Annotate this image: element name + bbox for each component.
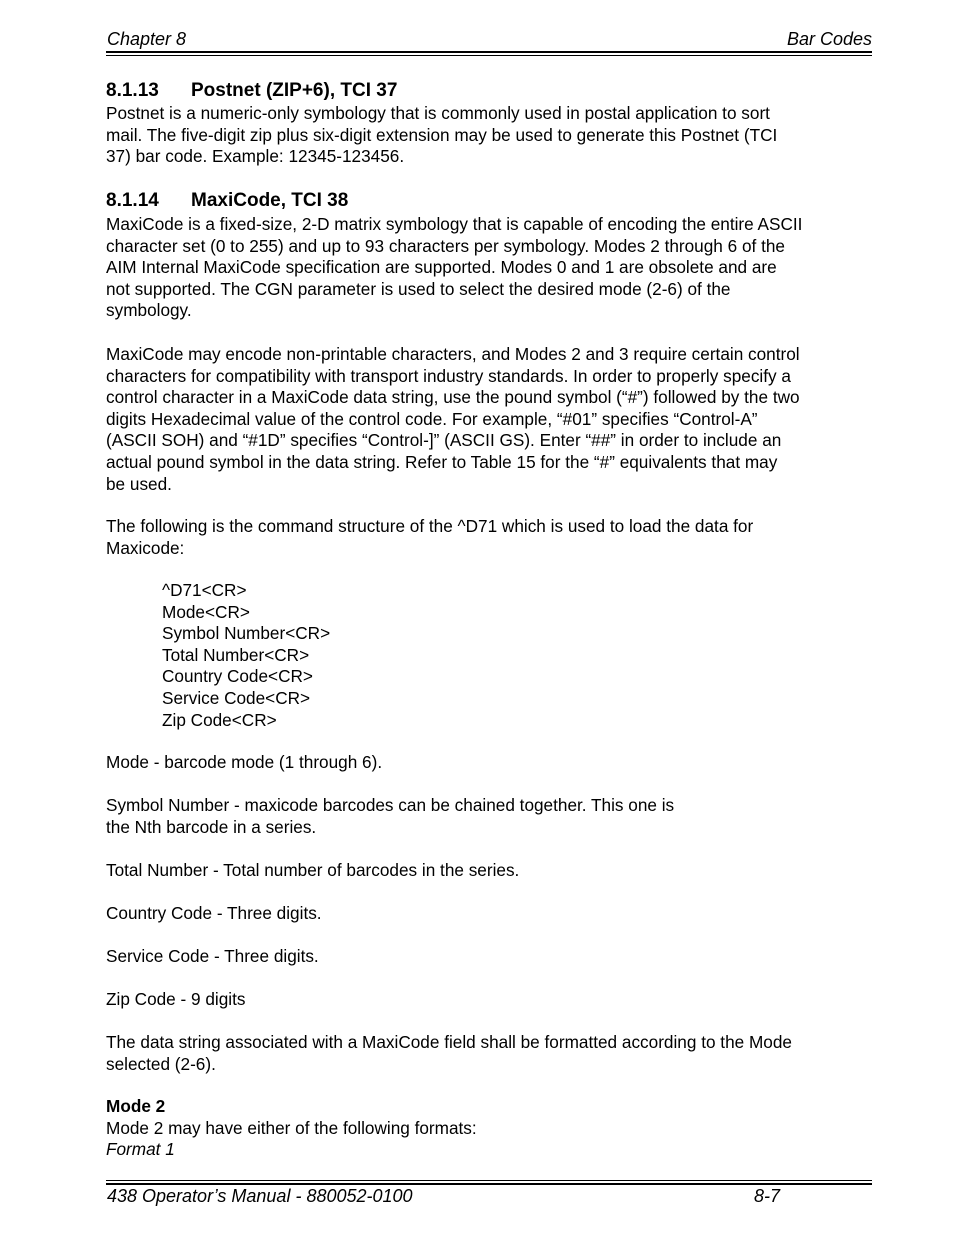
format-1-label: Format 1 <box>106 1139 175 1160</box>
command-line: Mode<CR> <box>162 601 250 622</box>
text-line: characters for compatibility with transport industry standards. In order to properly specify a <box>106 365 791 386</box>
footer-rule-thin <box>106 1180 872 1181</box>
text-line: MaxiCode may encode non-printable characters, and Modes 2 and 3 require certain control <box>106 344 800 364</box>
text-line: symbology. <box>106 300 192 321</box>
header-section-title: Bar Codes <box>786 29 872 49</box>
text-line: control character in a MaxiCode data string, use the pound symbol (“#”) followed by the two <box>106 387 800 408</box>
text-line: (ASCII SOH) and “#1D” specifies “Control-]” (ASCII GS). Enter “##” in order to include an <box>106 430 782 451</box>
command-structure-list <box>162 580 330 731</box>
command-line: Symbol Number<CR> <box>162 623 331 644</box>
maxicode-paragraph-2 <box>106 344 876 495</box>
command-line: Total Number<CR> <box>162 644 310 665</box>
text-line: be used. <box>106 473 172 494</box>
mode-2-heading: Mode 2 <box>106 1096 166 1116</box>
data-string-paragraph <box>106 1032 876 1075</box>
text-line: mail. The five-digit zip plus six-digit extension may be used to generate this Postnet (TCI <box>106 124 778 145</box>
text-line: character set (0 to 255) and up to 93 characters per symbology. Modes 2 through 6 of the <box>106 235 785 256</box>
command-line: Country Code<CR> <box>162 666 313 687</box>
command-structure-intro <box>106 516 876 559</box>
maxicode-paragraph-1 <box>106 214 876 322</box>
text-line: The following is the command structure of the ^D71 which is used to load the data for <box>106 516 754 536</box>
text-line: Mode - barcode mode (1 through 6). <box>106 752 383 772</box>
footer-page-number: 8-7 <box>754 1186 781 1206</box>
footer-manual-title: 438 Operator’s Manual - 880052-0100 <box>107 1186 413 1206</box>
text-line: Total Number - Total number of barcodes in the series. <box>106 860 520 880</box>
text-line: digits Hexadecimal value of the control code. For example, “#01” specifies “Control-A” <box>106 408 758 429</box>
header-rule-thick <box>106 51 872 53</box>
text-line: the Nth barcode in a series. <box>106 816 317 837</box>
section-title: Postnet (ZIP+6), TCI 37 <box>191 80 398 101</box>
text-line: Country Code - Three digits. <box>106 903 322 923</box>
section-heading-maxicode <box>106 190 348 212</box>
header-rule-thin <box>106 55 872 56</box>
command-line: Zip Code<CR> <box>162 709 277 730</box>
text-line: selected (2-6). <box>106 1053 216 1074</box>
text-line: actual pound symbol in the data string. Refer to Table 15 for the “#” equivalents that may <box>106 451 778 472</box>
total-number-description <box>106 860 876 882</box>
footer-rule-thick <box>106 1183 872 1185</box>
section-heading-postnet <box>106 80 397 102</box>
text-line: The data string associated with a MaxiCode field shall be formatted according to the Mode <box>106 1032 792 1052</box>
header-chapter: Chapter 8 <box>107 29 187 49</box>
country-code-description <box>106 903 876 925</box>
text-line: Symbol Number - maxicode barcodes can be chained together. This one is <box>106 795 675 815</box>
text-line: Zip Code - 9 digits <box>106 989 246 1009</box>
text-line: MaxiCode is a fixed-size, 2-D matrix symbology that is capable of encoding the entire ASCII <box>106 214 803 234</box>
section-title: MaxiCode, TCI 38 <box>191 190 349 211</box>
zip-code-description <box>106 989 876 1011</box>
text-line: Postnet is a numeric-only symbology that is commonly used in postal application to sort <box>106 103 770 123</box>
section-number: 8.1.14 <box>106 190 159 211</box>
mode-2-block <box>106 1096 876 1161</box>
postnet-paragraph <box>106 103 876 168</box>
command-line: ^D71<CR> <box>162 580 247 600</box>
text-line: AIM Internal MaxiCode specification are supported. Modes 0 and 1 are obsolete and are <box>106 257 777 278</box>
symbol-number-description <box>106 795 876 838</box>
command-line: Service Code<CR> <box>162 687 311 708</box>
service-code-description <box>106 946 876 968</box>
text-line: Mode 2 may have either of the following formats: <box>106 1117 477 1138</box>
text-line: Service Code - Three digits. <box>106 946 319 966</box>
section-number: 8.1.13 <box>106 80 159 101</box>
text-line: Maxicode: <box>106 537 185 558</box>
mode-description <box>106 752 876 774</box>
text-line: 37) bar code. Example: 12345-123456. <box>106 146 405 167</box>
text-line: not supported. The CGN parameter is used to select the desired mode (2-6) of the <box>106 278 731 299</box>
